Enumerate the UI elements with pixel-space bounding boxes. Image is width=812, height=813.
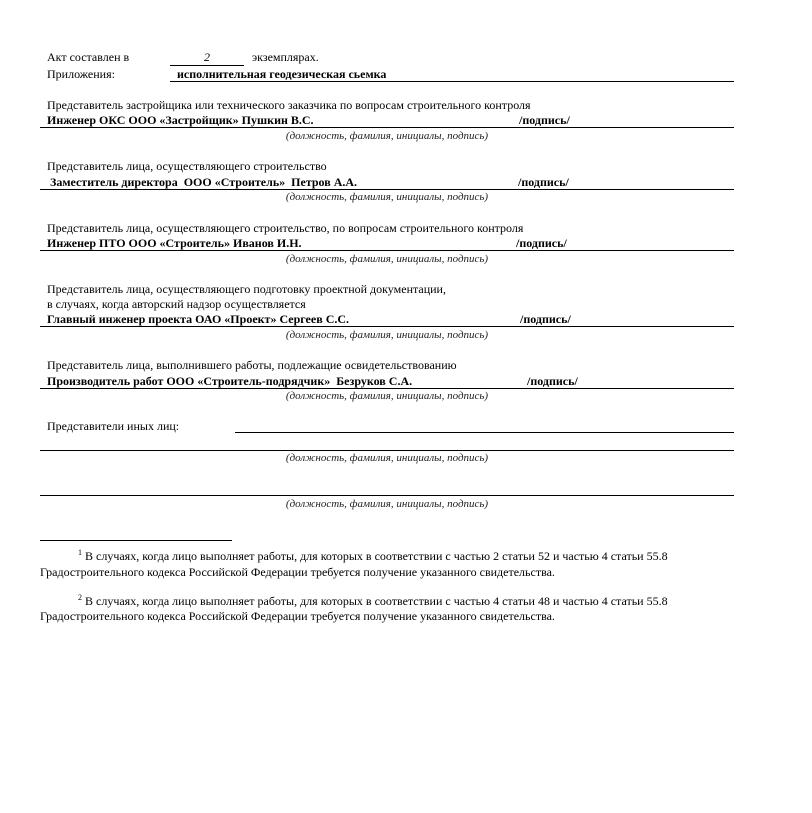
footnote-separator — [40, 540, 232, 541]
rep-1-caption: (должность, фамилия, инициалы, подпись) — [285, 130, 489, 142]
footnote-1-line2: Градостроительного кодекса Российской Федерации требуется получение указанного свидетельства. — [40, 565, 555, 579]
others-underline-2 — [40, 450, 734, 451]
others-label: Представители иных лиц: — [47, 419, 180, 433]
footnote-1-line1: $^1$ В случаях, когда лицо выполняет работы, для которых в соответствии с частью 2 статьи 52 и частью 4 статьи 55.8 — [78, 548, 668, 563]
rep-3-name: Инженер ПТО ООО «Строитель» Иванов И.Н. — [47, 236, 302, 250]
rep-1-heading: Представитель застройщика или технического заказчика по вопросам строительного контроля — [47, 98, 531, 112]
rep-4-underline — [40, 326, 734, 327]
rep-2-signature: /подпись/ — [518, 175, 569, 189]
rep-1-underline — [40, 127, 734, 128]
rep-4-heading-cont: в случаях, когда авторский надзор осуществляется — [47, 297, 306, 311]
rep-4-name: Главный инженер проекта ОАО «Проект» Сергеев С.С. — [47, 312, 350, 326]
footnote-2-line2: Градостроительного кодекса Российской Федерации требуется получение указанного свидетельства. — [40, 609, 555, 623]
rep-5-heading: Представитель лица, выполнившего работы, подлежащие освидетельствованию — [47, 358, 457, 372]
attachments-label: Приложения: — [47, 67, 115, 81]
rep-5-signature: /подпись/ — [527, 374, 578, 388]
rep-4-heading: Представитель лица, осуществляющего подготовку проектной документации, — [47, 282, 446, 296]
rep-2-heading: Представитель лица, осуществляющего строительство — [47, 159, 327, 173]
rep-3-heading: Представитель лица, осуществляющего строительство, по вопросам строительного контроля — [47, 221, 524, 235]
copies-label: Акт составлен в — [47, 50, 130, 64]
rep-2-underline — [40, 189, 734, 190]
footnote-2-line1: $^2$ В случаях, когда лицо выполняет работы, для которых в соответствии с частью 4 статьи 48 и частью 4 статьи 55.8 — [78, 593, 668, 608]
rep-1-name: Инженер ОКС ООО «Застройщик» Пушкин В.С. — [47, 113, 314, 127]
rep-3-caption: (должность, фамилия, инициалы, подпись) — [285, 253, 489, 265]
attachments-underline — [170, 81, 734, 82]
rep-2-caption: (должность, фамилия, инициалы, подпись) — [285, 191, 489, 203]
rep-1-signature: /подпись/ — [519, 113, 570, 127]
footnote-1-mark: 1 — [78, 548, 82, 557]
copies-count: 2 — [204, 50, 210, 64]
rep-3-signature: /подпись/ — [516, 236, 567, 250]
copies-underline — [170, 65, 244, 66]
rep-5-underline — [40, 388, 734, 389]
attachments-value: исполнительная геодезическая сьемка — [177, 67, 387, 81]
rep-5-caption: (должность, фамилия, инициалы, подпись) — [285, 390, 489, 402]
rep-2-name: Заместитель директора ООО «Строитель» Петров А.А. — [47, 175, 358, 189]
others-underline-3 — [40, 495, 734, 496]
copies-suffix: экземплярах. — [252, 50, 319, 64]
rep-4-caption: (должность, фамилия, инициалы, подпись) — [285, 329, 489, 341]
rep-4-signature: /подпись/ — [520, 312, 571, 326]
rep-3-underline — [40, 250, 734, 251]
footnote-2-mark: 2 — [78, 593, 82, 602]
others-underline-1 — [235, 432, 734, 433]
others-caption-1: (должность, фамилия, инициалы, подпись) — [285, 452, 489, 464]
others-caption-2: (должность, фамилия, инициалы, подпись) — [285, 498, 489, 510]
rep-5-name: Производитель работ ООО «Строитель-подрядчик» Безруков С.А. — [47, 374, 413, 388]
